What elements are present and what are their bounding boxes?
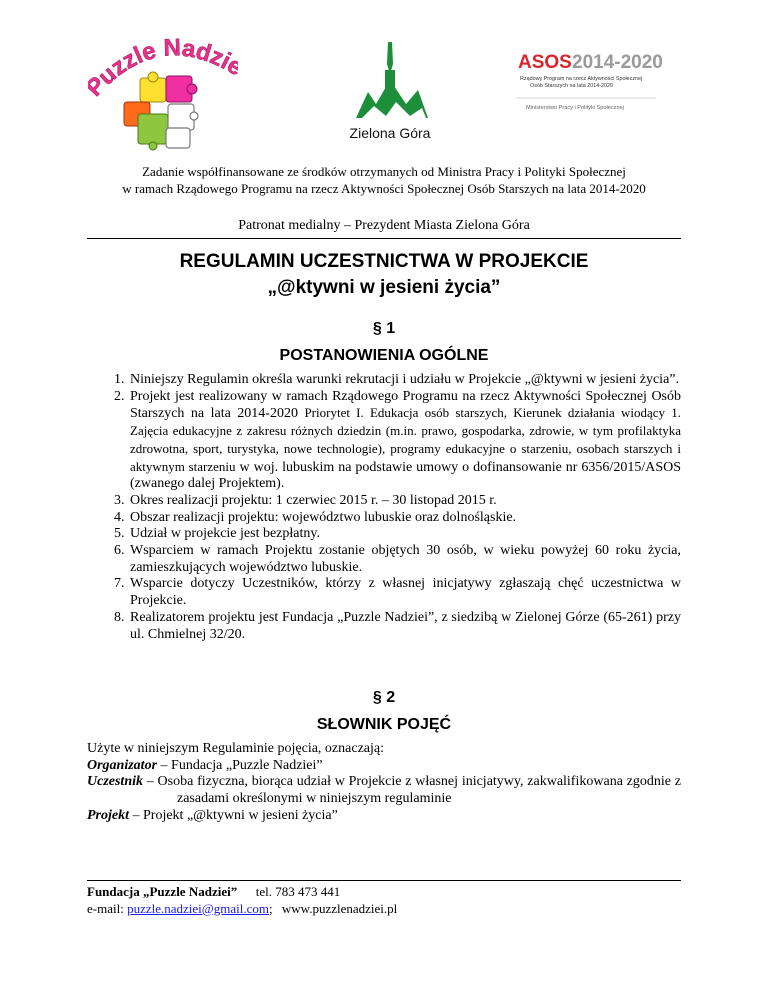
grant-line-2: w ramach Rządowego Programu na rzecz Aktywności Społecznej Osób Starszych na lata 2014-2020	[122, 181, 646, 196]
list-item	[87, 389, 681, 493]
item-number: 6.	[114, 543, 125, 559]
header-divider	[87, 238, 681, 239]
item-text: Udział w projekcie jest bezpłatny.	[130, 526, 320, 542]
footer-separator: ;	[269, 900, 273, 916]
glossary	[87, 741, 681, 825]
item-text: Wsparciem w ramach Projektu zostanie objętych 30 osób, w wieku powyżej 60 roku życia, zamieszkujących województwo lubuskie.	[130, 543, 681, 575]
asos-line2: Osób Starszych na lata 2014-2020	[530, 83, 614, 89]
item-text: Niniejszy Regulamin określa warunki rekrutacji i udziału w Projekcie „@ktywni w jesieni życia”.	[130, 372, 680, 387]
footer-divider	[87, 880, 681, 881]
item-number: 1.	[114, 372, 125, 387]
puzzle-nadziei-logo	[88, 36, 238, 152]
term-name: Organizator	[87, 757, 158, 773]
term-definition: – Osoba fizyczna, biorąca udział w Projekcie z własnej inicjatywy, zakwalifikowana zgodnie z zasadami określonymi w niniejszym regulaminie	[143, 774, 681, 807]
item-text-small: Priorytet I. Edukacja osób starszych, Kierunek działania wiodący 1. Zajęcia edukacyjne z zakresu różnych dziedzin (m.in. prawo, gospodarka, zdrowie, w tym profilaktyka zdrowotna, sport, turystyka, nowe technologie), programy edukacyjne o starzeniu, osobach starszych i aktywnym starzeniu	[130, 405, 681, 474]
list-item	[87, 543, 681, 576]
asos-logo	[506, 46, 666, 124]
term-definition: – Projekt „@ktywni w jesieni życia”	[129, 807, 338, 823]
asos-years: 2014-2020	[572, 52, 663, 73]
glossary-term	[87, 808, 681, 825]
footer-email-label: e-mail:	[87, 900, 128, 916]
item-number: 3.	[114, 492, 125, 508]
zielona-gora-logo	[338, 40, 442, 144]
section-2-heading: SŁOWNIK POJĘĆ	[316, 716, 452, 733]
item-number: 8.	[114, 609, 125, 625]
general-provisions-list	[87, 372, 681, 643]
section-2-symbol: § 2	[372, 689, 396, 706]
zielona-gora-text: Zielona Góra	[349, 125, 431, 141]
item-number: 5.	[114, 526, 125, 542]
section-1-symbol: § 1	[372, 320, 396, 337]
list-item	[87, 372, 681, 389]
section-1-heading: POSTANOWIENIA OGÓLNE	[279, 347, 489, 364]
item-text: w woj. lubuskim na podstawie umowy o dofinansowanie nr 6356/2015/ASOS (zwanego dalej Projektem).	[130, 459, 682, 492]
footer-phone: tel. 783 473 441	[255, 884, 341, 899]
item-text: Realizatorem projektu jest Fundacja „Puzzle Nadziei”, z siedzibą w Zielonej Górze (65-261) przy ul. Chmielnej 32/20.	[130, 609, 681, 642]
footer-org: Fundacja „Puzzle Nadziei”	[87, 884, 238, 899]
list-item	[87, 510, 681, 527]
footer	[87, 884, 681, 917]
item-number: 7.	[114, 576, 125, 592]
item-text: Projekt jest realizowany w ramach Rządowego Programu na rzecz Aktywności Społecznej Osób Starszych na lata 2014-2020	[130, 388, 681, 422]
grant-line-1: Zadanie współfinansowane ze środków otrzymanych od Ministra Pracy i Polityki Społecznej	[142, 164, 626, 179]
glossary-term	[87, 758, 681, 775]
title-line-2: „@ktywni w jesieni życia”	[267, 277, 501, 298]
item-text: Wsparcie dotyczy Uczestników, którzy z własnej inicjatywy zgłaszają chęć uczestnictwa w Projekcie.	[130, 576, 681, 609]
footer-website: www.puzzlenadziei.pl	[281, 900, 398, 916]
footer-email-link[interactable]: puzzle.nadziei@gmail.com	[127, 900, 269, 916]
asos-line1: Rządowy Program na rzecz Aktywności Społecznej	[520, 76, 643, 82]
glossary-intro: Użyte w niniejszym Regulaminie pojęcia, oznaczają:	[87, 741, 384, 756]
asos-ministry: Ministerstwo Pracy i Polityki Społecznej	[526, 105, 624, 111]
term-definition: – Fundacja „Puzzle Nadziei”	[157, 757, 323, 773]
glossary-term	[87, 774, 681, 807]
term-name: Uczestnik	[87, 774, 143, 790]
list-item	[87, 493, 681, 510]
asos-title: ASOS	[518, 52, 572, 73]
term-name: Projekt	[87, 807, 129, 823]
list-item	[87, 610, 681, 643]
list-item	[87, 526, 681, 543]
title-line-1: REGULAMIN UCZESTNICTWA W PROJEKCIE	[179, 251, 589, 272]
item-number: 4.	[114, 509, 125, 525]
item-number: 2.	[114, 388, 125, 404]
patronat-line: Patronat medialny – Prezydent Miasta Zielona Góra	[238, 218, 530, 233]
item-text: Obszar realizacji projektu: województwo lubuskie oraz dolnośląskie.	[130, 509, 517, 525]
item-text: Okres realizacji projektu: 1 czerwiec 2015 r. – 30 listopad 2015 r.	[130, 492, 497, 508]
list-item	[87, 576, 681, 609]
puzzle-logo-text: uzzle Nadzi	[93, 36, 235, 91]
